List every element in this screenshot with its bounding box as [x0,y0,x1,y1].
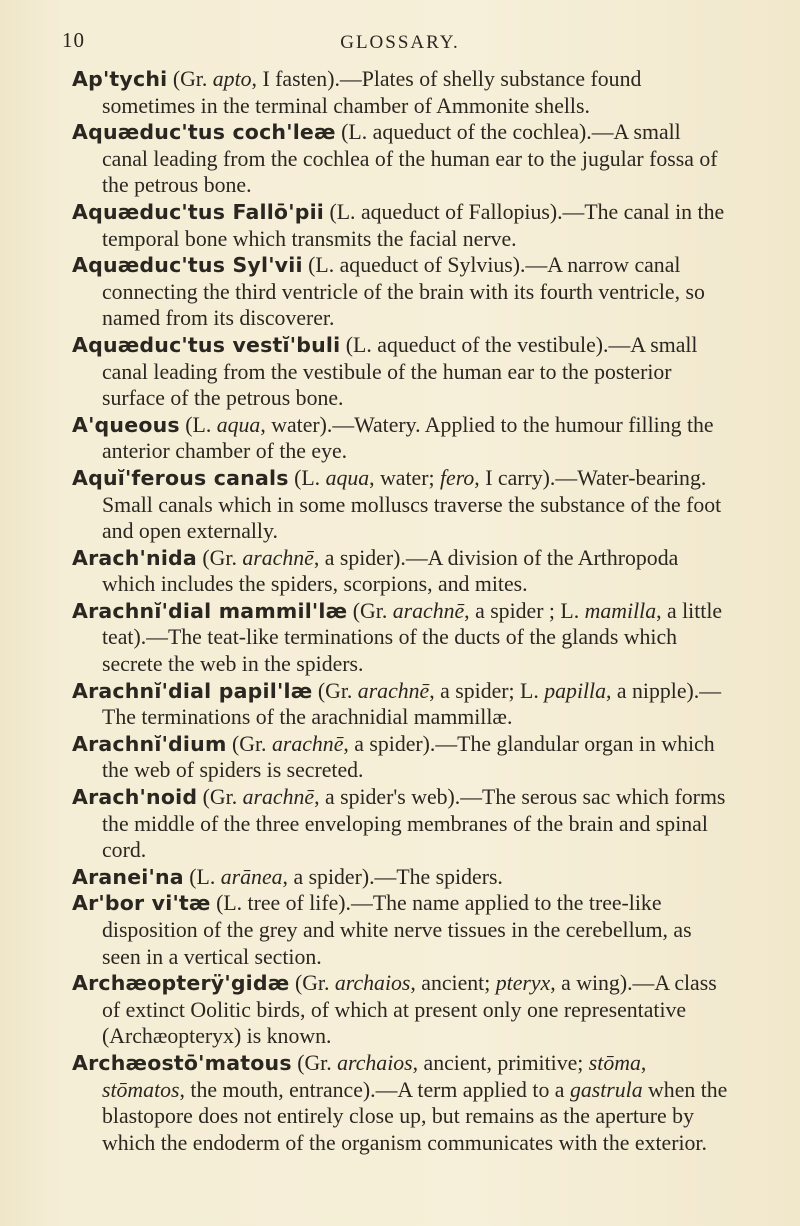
entry-definition: —The spiders. [374,864,503,889]
entry-etymology: (Gr. arachnē, a spider; L. papilla, a nipple). [317,678,700,703]
entry-definition: —The name applied to the tree-like disposition of the grey and white nerve tissues in the cerebellum, as seen in a vertical section. [102,891,692,969]
entry-headword: Aranei'na [72,864,184,889]
entry-definition: —A term applied to a gastrula when the blastopore does not entirely close up, but remains as the aperture by which the endoderm of the organism communicates with the exterior. [102,1077,728,1155]
entry-headword: Arach'noid [72,785,198,810]
entry-definition: —The terminations of the arachnidial mammillæ. [102,678,722,730]
entry-etymology: (L. tree of life). [216,891,352,916]
entry-definition: —The teat-like terminations of the ducts of the glands which secrete the web in the spiders. [102,625,678,677]
glossary-entry [72,970,732,1050]
entry-definition: —The canal in the temporal bone which transmits the facial nerve. [102,199,725,251]
entry-headword: A'queous [72,412,180,437]
glossary-entry [72,864,732,891]
entry-etymology: (L. aqua, water; fero, I carry). [294,465,556,490]
page-header [0,28,800,58]
glossary-entries [72,66,732,1156]
glossary-entry [72,784,732,864]
entry-definition: —A class of extinct Oolitic birds, of which at present only one representative (Archæopteryx) is known. [102,971,717,1049]
entry-etymology: (L. arānea, a spider). [189,864,375,889]
entry-etymology: (L. aqueduct of the cochlea). [341,120,592,145]
entry-headword: Aquæduc'tus Syl'vii [72,253,303,278]
glossary-entry [72,598,732,678]
entry-etymology: (L. aqueduct of Fallopius). [329,199,563,224]
entry-headword: Aquĭ'ferous canals [72,465,289,490]
entry-etymology: (L. aqueduct of the vestibule). [345,332,609,357]
entry-definition: —Water-bearing. Small canals which in some molluscs traverse the substance of the foot and open externally. [102,465,722,544]
entry-definition: —A small canal leading from the vestibule of the human ear to the posterior surface of the petrous bone. [102,332,698,411]
entry-etymology: (Gr. arachnē, a spider). [231,731,436,756]
entry-definition: —A division of the Arthropoda which includes the spiders, scorpions, and mites. [102,545,679,597]
running-head: GLOSSARY. [340,32,460,53]
entry-headword: Aquæduc'tus Fallō'pii [72,199,325,224]
entry-definition: —A small canal leading from the cochlea of the human ear to the jugular fossa of the petrous bone. [102,120,718,198]
entry-headword: Arachnĭ'dium [72,731,227,756]
entry-definition: —The serous sac which forms the middle of the three enveloping membranes of the brain and spinal cord. [102,785,726,863]
entry-headword: Ap'tychi [72,67,168,91]
glossary-entry [72,199,732,252]
entry-etymology: (Gr. arachnē, a spider ; L. mamilla, a little teat). [102,598,723,650]
glossary-entry [72,678,732,731]
entry-headword: Aquæduc'tus coch'leæ [72,120,336,145]
glossary-entry [72,412,732,465]
page-number: 10 [62,28,85,52]
glossary-entry [72,119,732,199]
glossary-entry [72,1050,732,1156]
entry-etymology: (Gr. arachnē, a spider's web). [202,785,461,810]
glossary-entry [72,252,732,332]
entry-etymology: (L. aqueduct of Sylvius). [308,253,526,278]
entry-headword: Archæostō'matous [72,1050,292,1075]
entry-headword: Arachnĭ'dial mammil'læ [72,598,348,623]
entry-headword: Ar'bor vi'tæ [72,891,211,916]
entry-headword: Aquæduc'tus vestĭ'buli [72,332,341,357]
glossary-entry [72,66,732,119]
entry-etymology: (Gr. archaios, ancient, primitive; stōma, stōmatos, the mouth, entrance). [102,1050,647,1102]
entry-definition: —A narrow canal connecting the third ventricle of the brain with its fourth ventricle, so named from its discoverer. [102,253,705,331]
glossary-entry [72,332,732,412]
glossary-entry [72,545,732,598]
entry-etymology: (Gr. apto, I fasten). [172,67,340,91]
glossary-entry [72,731,732,784]
glossary-entry [72,890,732,970]
entry-etymology: (Gr. arachnē, a spider). [202,545,406,570]
entry-headword: Arachnĭ'dial papil'læ [72,678,313,703]
entry-etymology: (L. aqua, water). [185,412,333,437]
entry-headword: Arach'nida [72,545,197,570]
entry-definition: —The glandular organ in which the web of spiders is secreted. [102,731,715,783]
entry-definition: —Plates of shelly substance found sometimes in the terminal chamber of Ammonite shells. [102,67,642,118]
entry-definition: —Watery. Applied to the humour filling the anterior chamber of the eye. [102,412,714,464]
entry-headword: Archæopterÿ'gidæ [72,971,290,996]
entry-etymology: (Gr. archaios, ancient; pteryx, a wing). [294,971,633,996]
glossary-entry [72,465,732,545]
